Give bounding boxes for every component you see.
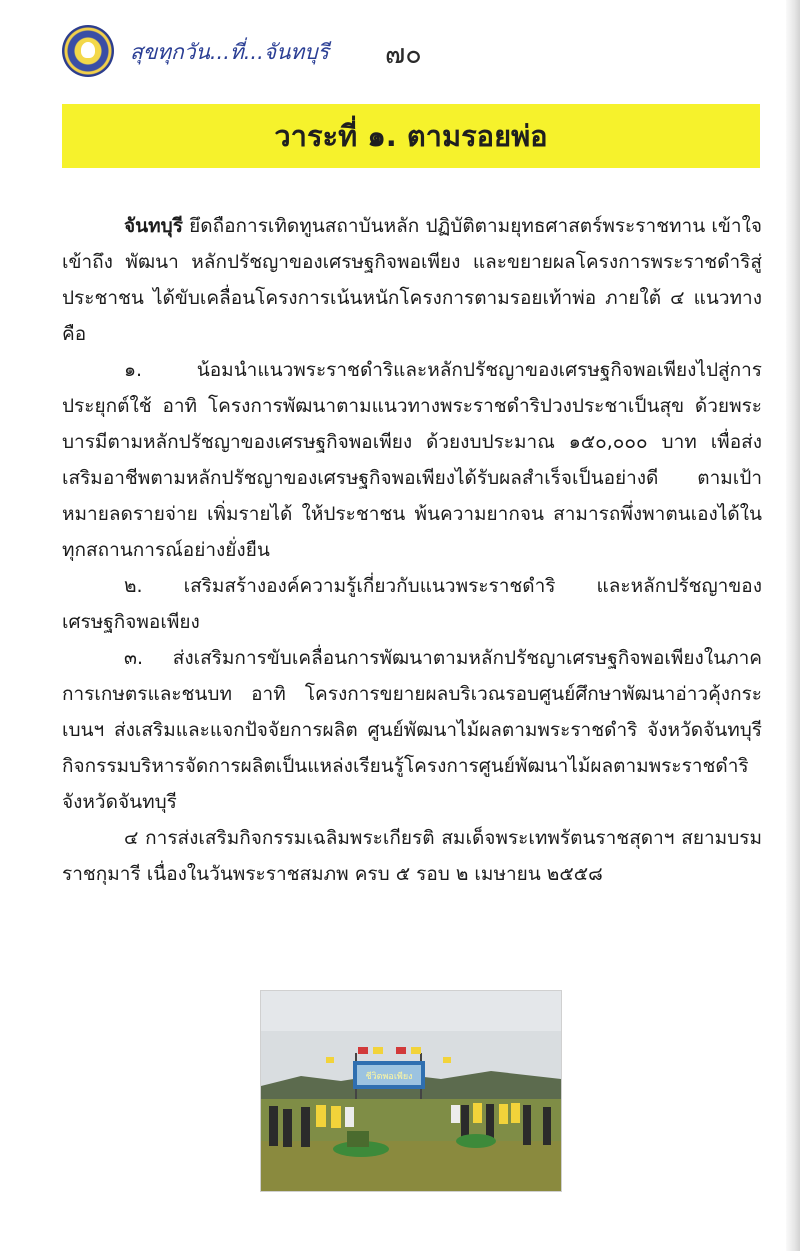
section-title-banner [62,104,760,168]
page-header [62,22,742,82]
guideline-2: ๒. เสริมสร้างองค์ความรู้เกี่ยวกับแนวพระราชดำริ และหลักปรัชญาของเศรษฐกิจพอเพียง [62,575,762,633]
photo-sign-text: ชีวิตพอเพียง [365,1072,413,1082]
event-photo [260,990,562,1192]
intro-lead-word: จันทบุรี [124,215,183,237]
page-number: ๗๐ [385,39,422,70]
body-text [62,208,762,892]
event-photo-illustration [261,991,561,1191]
header-title: สุขทุกวัน...ที่...จันทบุรี [130,40,329,64]
page-edge-shadow [786,0,800,1251]
province-emblem-logo [62,25,114,77]
intro-text: ยึดถือการเทิดทูนสถาบันหลัก ปฏิบัติตามยุทธศาสตร์พระราชทาน เข้าใจ เข้าถึง พัฒนา หลักปรัชญาของเศรษฐกิจพอเพียง และขยายผลโครงการพระราชดำริสู่ประชาชน ได้ขับเคลื่อนโครงการเน้นหนักโครงการตามรอยเท้าพ่อ ภายใต้ ๔ แนวทางคือ [62,215,762,345]
guideline-4: ๔ การส่งเสริมกิจกรรมเฉลิมพระเกียรติ สมเด็จพระเทพรัตนราชสุดาฯ สยามบรมราชกุมารี เนื่องในวันพระราชสมภพ ครบ ๕ รอบ ๒ เมษายน ๒๕๕๘ [62,827,762,885]
intro-paragraph [62,208,762,352]
guideline-3: ๓. ส่งเสริมการขับเคลื่อนการพัฒนาตามหลักปรัชญาเศรษฐกิจพอเพียงในภาคการเกษตรและชนบท อาทิ โครงการขยายผลบริเวณรอบศูนย์ศึกษาพัฒนาอ่าวคุ้งกระเบนฯ ส่งเสริมและแจกปัจจัยการผลิต ศูนย์พัฒนาไม้ผลตามพระราชดำริ จังหวัดจันทบุรี กิจกรรมบริหารจัดการผลิตเป็นแหล่งเรียนรู้โครงการศูนย์พัฒนาไม้ผลตามพระราชดำริ จังหวัดจันทบุรี [62,647,762,813]
guideline-1: ๑. น้อมนำแนวพระราชดำริและหลักปรัชญาของเศรษฐกิจพอเพียงไปสู่การประยุกต์ใช้ อาทิ โครงการพัฒนาตามแนวทางพระราชดำริปวงประชาเป็นสุข ด้วยพระบารมีตามหลักปรัชญาของเศรษฐกิจพอเพียง ด้วยงบประมาณ ๑๕๐,๐๐๐ บาท เพื่อส่งเสริมอาชีพตามหลักปรัชญาของเศรษฐกิจพอเพียงได้รับผลสำเร็จเป็นอย่างดี ตามเป้าหมายลดรายจ่าย เพิ่มรายได้ ให้ประชาชน พ้นความยากจน สามารถพึ่งพาตนเองได้ในทุกสถานการณ์อย่างยั่งยืน [62,359,762,561]
section-title: วาระที่ ๑. ตามรอยพ่อ [274,119,548,153]
